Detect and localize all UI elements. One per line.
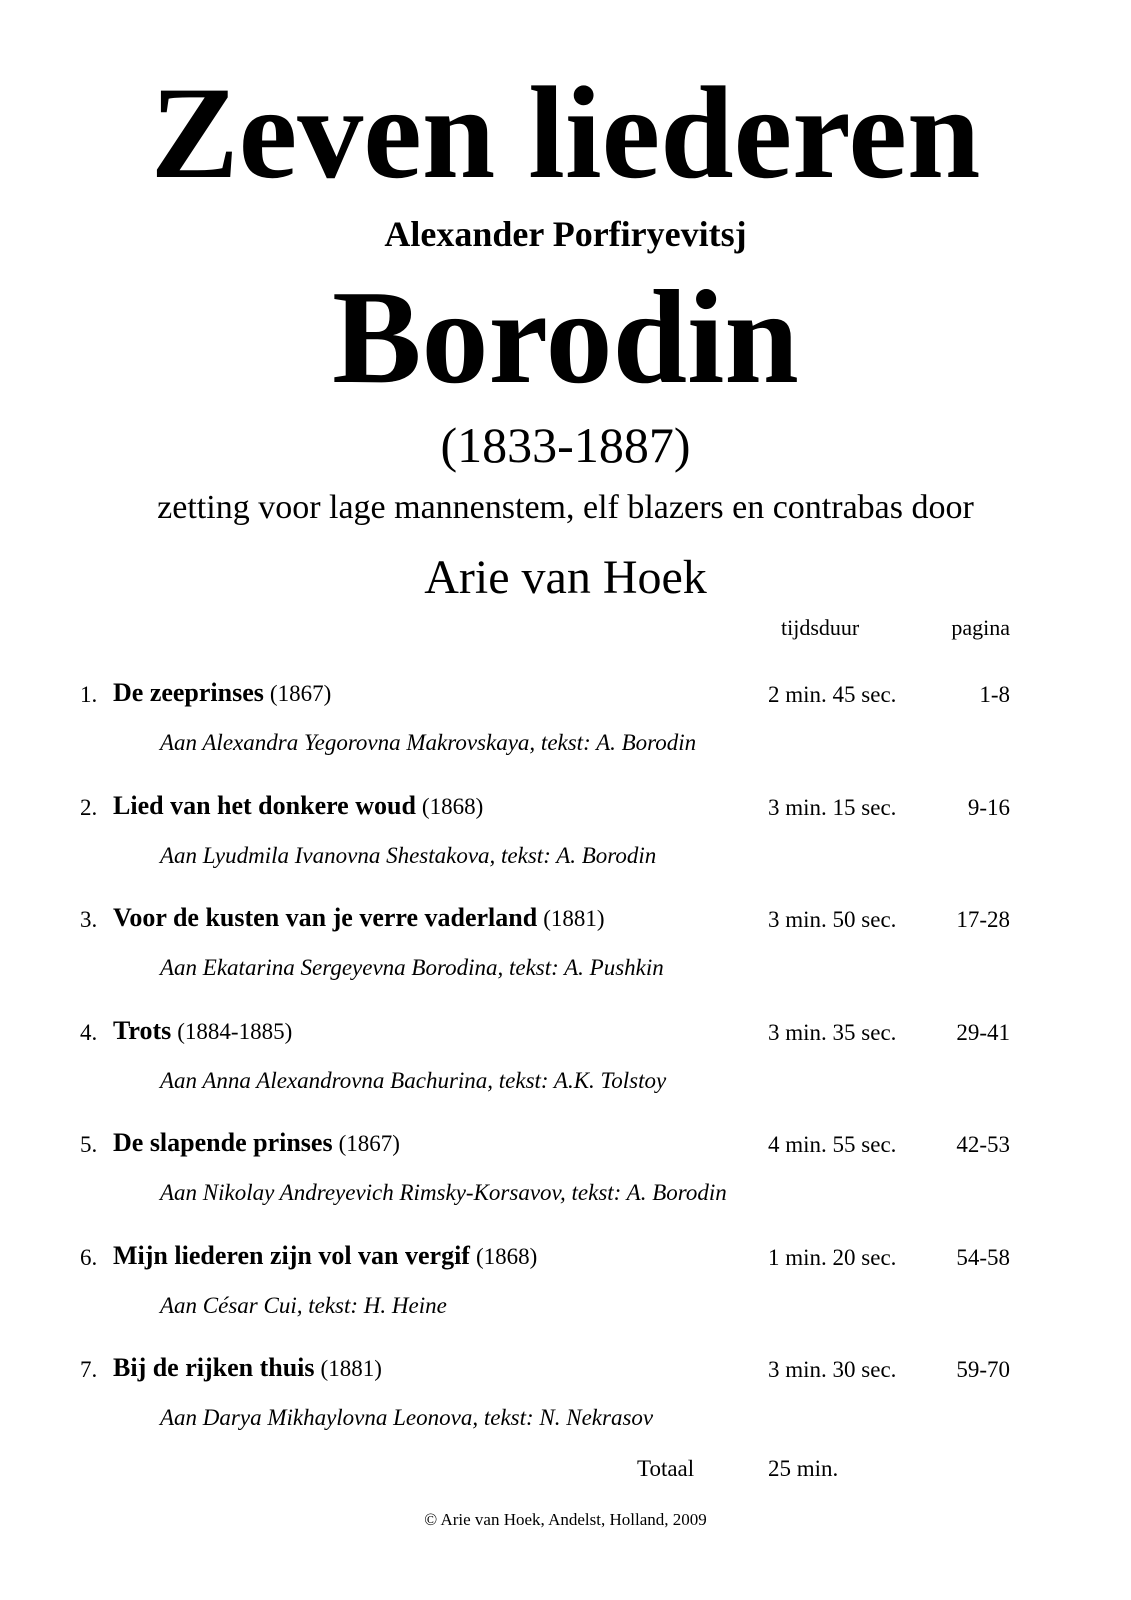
song-duration: 4 min. 55 sec. [768, 1131, 897, 1157]
song-pages: 54-58 [956, 1244, 1010, 1270]
song-pages: 29-41 [956, 1019, 1010, 1045]
song-number: 5. [80, 1131, 98, 1157]
song-duration: 1 min. 20 sec. [768, 1244, 897, 1270]
song-dedication: Aan Darya Mikhaylovna Leonova, tekst: N. Nekrasov [160, 1405, 654, 1430]
song-dedication: Aan Alexandra Yegorovna Makrovskaya, tekst: A. Borodin [160, 730, 697, 755]
song-duration: 3 min. 30 sec. [768, 1356, 897, 1382]
song-year: (1867) [269, 681, 332, 706]
song-row [0, 905, 1131, 935]
song-year: (1881) [543, 906, 605, 931]
song-dedication: Aan César Cui, tekst: H. Heine [160, 1293, 447, 1318]
song-number: 1. [80, 681, 98, 707]
page-column-header: pagina [951, 615, 1010, 640]
song-title: Voor de kusten van je verre vaderland [113, 903, 538, 932]
song-pages: 9-16 [967, 794, 1010, 820]
song-pages: 17-28 [956, 906, 1010, 932]
song-row [0, 1018, 1131, 1048]
song-title: Trots [113, 1016, 172, 1045]
duration-column-header: tijdsduur [781, 615, 860, 640]
song-pages: 59-70 [956, 1356, 1010, 1382]
total-value: 25 min. [768, 1456, 839, 1481]
song-duration: 2 min. 45 sec. [768, 681, 897, 707]
song-title-group [113, 680, 331, 706]
song-year: (1881) [320, 1356, 382, 1381]
song-number: 6. [80, 1244, 98, 1270]
song-title: De zeeprinses [113, 678, 264, 707]
song-duration: 3 min. 50 sec. [768, 906, 897, 932]
song-title-group [113, 1355, 382, 1381]
composer-first-name: Alexander Porfiryevitsj [384, 214, 747, 254]
song-row [0, 793, 1131, 823]
song-dedication: Aan Ekatarina Sergeyevna Borodina, tekst: A. Pushkin [160, 955, 664, 980]
song-title: Bij de rijken thuis [113, 1353, 315, 1382]
song-row [0, 1243, 1131, 1273]
total-label: Totaal [637, 1456, 695, 1481]
song-row [0, 680, 1131, 710]
copyright-footer: © Arie van Hoek, Andelst, Holland, 2009 [424, 1510, 707, 1529]
composer-last-name: Borodin [332, 263, 799, 411]
song-duration: 3 min. 35 sec. [768, 1019, 897, 1045]
song-year: (1868) [475, 1244, 538, 1269]
song-dedication: Aan Lyudmila Ivanovna Shestakova, tekst: A. Borodin [160, 843, 657, 868]
arranger-name: Arie van Hoek [424, 551, 707, 604]
song-number: 2. [80, 794, 98, 820]
song-row [0, 1355, 1131, 1385]
page-title: Zeven liederen [150, 59, 981, 206]
song-number: 7. [80, 1356, 98, 1382]
song-title-group [113, 1018, 292, 1044]
song-title-group [113, 793, 483, 819]
song-year: (1868) [421, 794, 484, 819]
song-duration: 3 min. 15 sec. [768, 794, 897, 820]
song-pages: 42-53 [956, 1131, 1010, 1157]
song-title: De slapende prinses [113, 1128, 333, 1157]
song-year: (1884-1885) [177, 1019, 293, 1044]
song-title-group [113, 905, 605, 931]
song-dedication: Aan Nikolay Andreyevich Rimsky-Korsavov, tekst: A. Borodin [160, 1180, 727, 1205]
arrangement-note: zetting voor lage mannenstem, elf blazers en contrabas door [157, 489, 974, 526]
song-number: 4. [80, 1019, 98, 1045]
song-year: (1867) [338, 1131, 400, 1156]
song-title-group [113, 1243, 537, 1269]
song-title: Lied van het donkere woud [113, 791, 416, 820]
song-dedication: Aan Anna Alexandrovna Bachurina, tekst: A.K. Tolstoy [160, 1068, 667, 1093]
composer-years: (1833-1887) [440, 417, 691, 473]
song-title-group [113, 1130, 400, 1156]
song-title: Mijn liederen zijn vol van vergif [113, 1241, 470, 1270]
song-pages: 1-8 [979, 681, 1010, 707]
song-number: 3. [80, 906, 98, 932]
song-row [0, 1130, 1131, 1160]
